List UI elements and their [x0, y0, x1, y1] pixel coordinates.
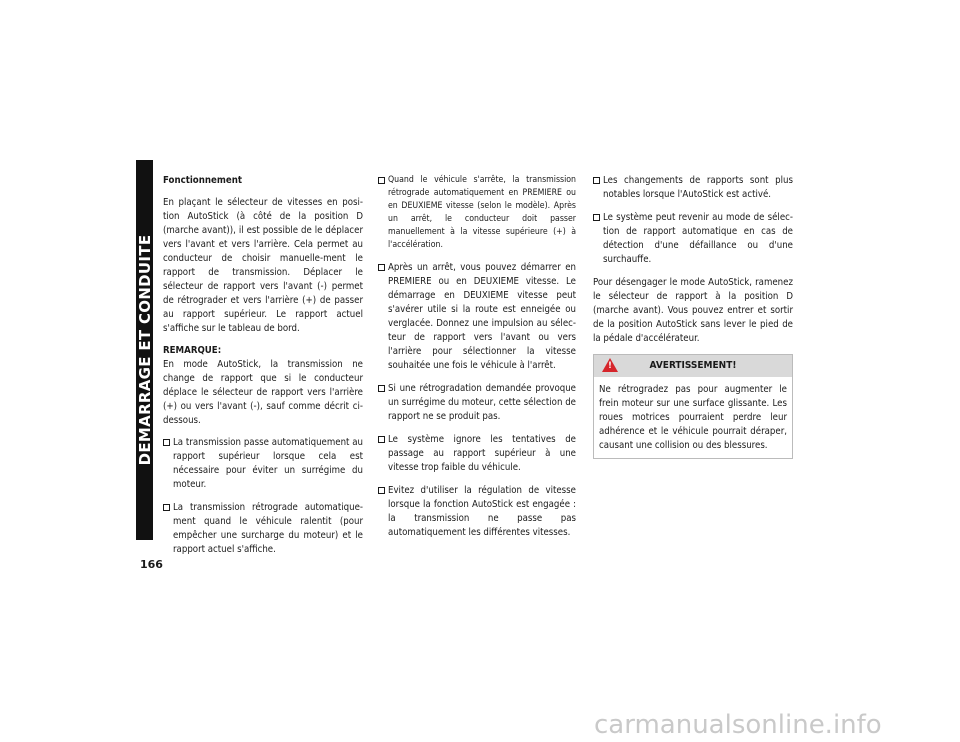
watermark: carmanualsonline.info — [594, 710, 882, 740]
section-side-tab — [136, 160, 153, 540]
column-3 — [593, 174, 793, 459]
list-item: Après un arrêt, vous pouvez démarrer en PREMIERE ou en DEUXIEME vitesse. Le démarrage en DEUXIEME vitesse peut s'avérer utile si la route est enneigée ou verglacée. Donnez une impulsion au sélec-teur de rapport vers l'avant ou vers l'arrière pour sélectionner la vitesse souhaitée une fois le véhicule à l'arrêt. — [378, 261, 576, 373]
list-item: La transmission rétrograde automatique-ment quand le véhicule ralentit (pour empêcher une surcharge du moteur) et le rapport actuel s'affiche. — [163, 501, 363, 557]
square-bullet-icon — [163, 504, 170, 511]
intro-paragraph: En plaçant le sélecteur de vitesses en posi-tion AutoStick (à côté de la position D (marche avant)), il est possible de le déplacer vers l'avant et vers l'arrière. Cela permet au conducteur de choisir manuelle-ment le rapport de transmission. Déplacer le sélecteur de rapport vers l'avant (-) permet de rétrograder et vers l'arrière (+) de passer au rapport supérieur. Le rapport actuel s'affiche sur le tableau de bord. — [163, 197, 363, 334]
warning-box — [593, 354, 793, 459]
list-item: Si une rétrogradation demandée provoque un surrégime du moteur, cette sélection de rapport ne se produit pas. — [378, 382, 576, 424]
warning-text: Ne rétrogradez pas pour augmenter le frein moteur sur une surface glissante. Les roues motrices pourraient perdre leur adhérence et le véhicule pourrait déraper, causant une collision ou des blessures. — [599, 384, 787, 451]
section-title: DEMARRAGE ET CONDUITE — [135, 234, 154, 466]
square-bullet-icon — [163, 439, 170, 446]
square-bullet-icon — [593, 214, 600, 221]
square-bullet-icon — [378, 177, 385, 184]
column-2 — [378, 174, 576, 549]
remark-text: En mode AutoStick, la transmission ne change de rapport que si le conducteur déplace le sélecteur de rapport vers l'arrière (+) ou vers l'avant (-), sauf comme décrit ci-dessous. — [163, 359, 363, 426]
bullet-list-1 — [163, 436, 363, 557]
list-item: La transmission passe automatiquement au rapport supérieur lorsque cela est nécessaire pour éviter un surrégime du moteur. — [163, 436, 363, 492]
page-number: 166 — [140, 558, 163, 571]
list-item: Les changements de rapports sont plus notables lorsque l'AutoStick est activé. — [593, 174, 793, 202]
warning-header — [594, 355, 792, 377]
warning-title: AVERTISSEMENT! — [649, 360, 737, 371]
section-heading: Fonctionnement — [163, 175, 242, 186]
column-1 — [163, 174, 363, 566]
remark — [163, 344, 363, 428]
list-item: Quand le véhicule s'arrête, la transmission rétrograde automatiquement en PREMIERE ou en DEUXIEME vitesse (selon le modèle). Après un arrêt, le conducteur doit passer manuellement à la vitesse supérieure (+) à l'accélération. — [378, 174, 576, 252]
remark-label: REMARQUE: — [163, 345, 222, 356]
square-bullet-icon — [378, 385, 385, 392]
disengage-paragraph: Pour désengager le mode AutoStick, ramenez le sélecteur de rapport à la position D (marche avant). Vous pouvez entrer et sortir de la position AutoStick sans lever le pied de la pédale d'accélérateur. — [593, 277, 793, 344]
warning-triangle-icon: ! — [602, 358, 618, 372]
bullet-list-3 — [593, 174, 793, 267]
square-bullet-icon — [378, 436, 385, 443]
list-item: Le système peut revenir au mode de sélec-tion de rapport automatique en cas de détection d'une défaillance ou d'une surchauffe. — [593, 211, 793, 267]
bullet-list-2 — [378, 174, 576, 540]
list-item: Evitez d'utiliser la régulation de vitesse lorsque la fonction AutoStick est engagée : la transmission ne passe pas automatiquement les différentes vitesses. — [378, 484, 576, 540]
square-bullet-icon — [378, 487, 385, 494]
list-item: Le système ignore les tentatives de passage au rapport supérieur à une vitesse trop faible du véhicule. — [378, 433, 576, 475]
square-bullet-icon — [593, 177, 600, 184]
square-bullet-icon — [378, 264, 385, 271]
